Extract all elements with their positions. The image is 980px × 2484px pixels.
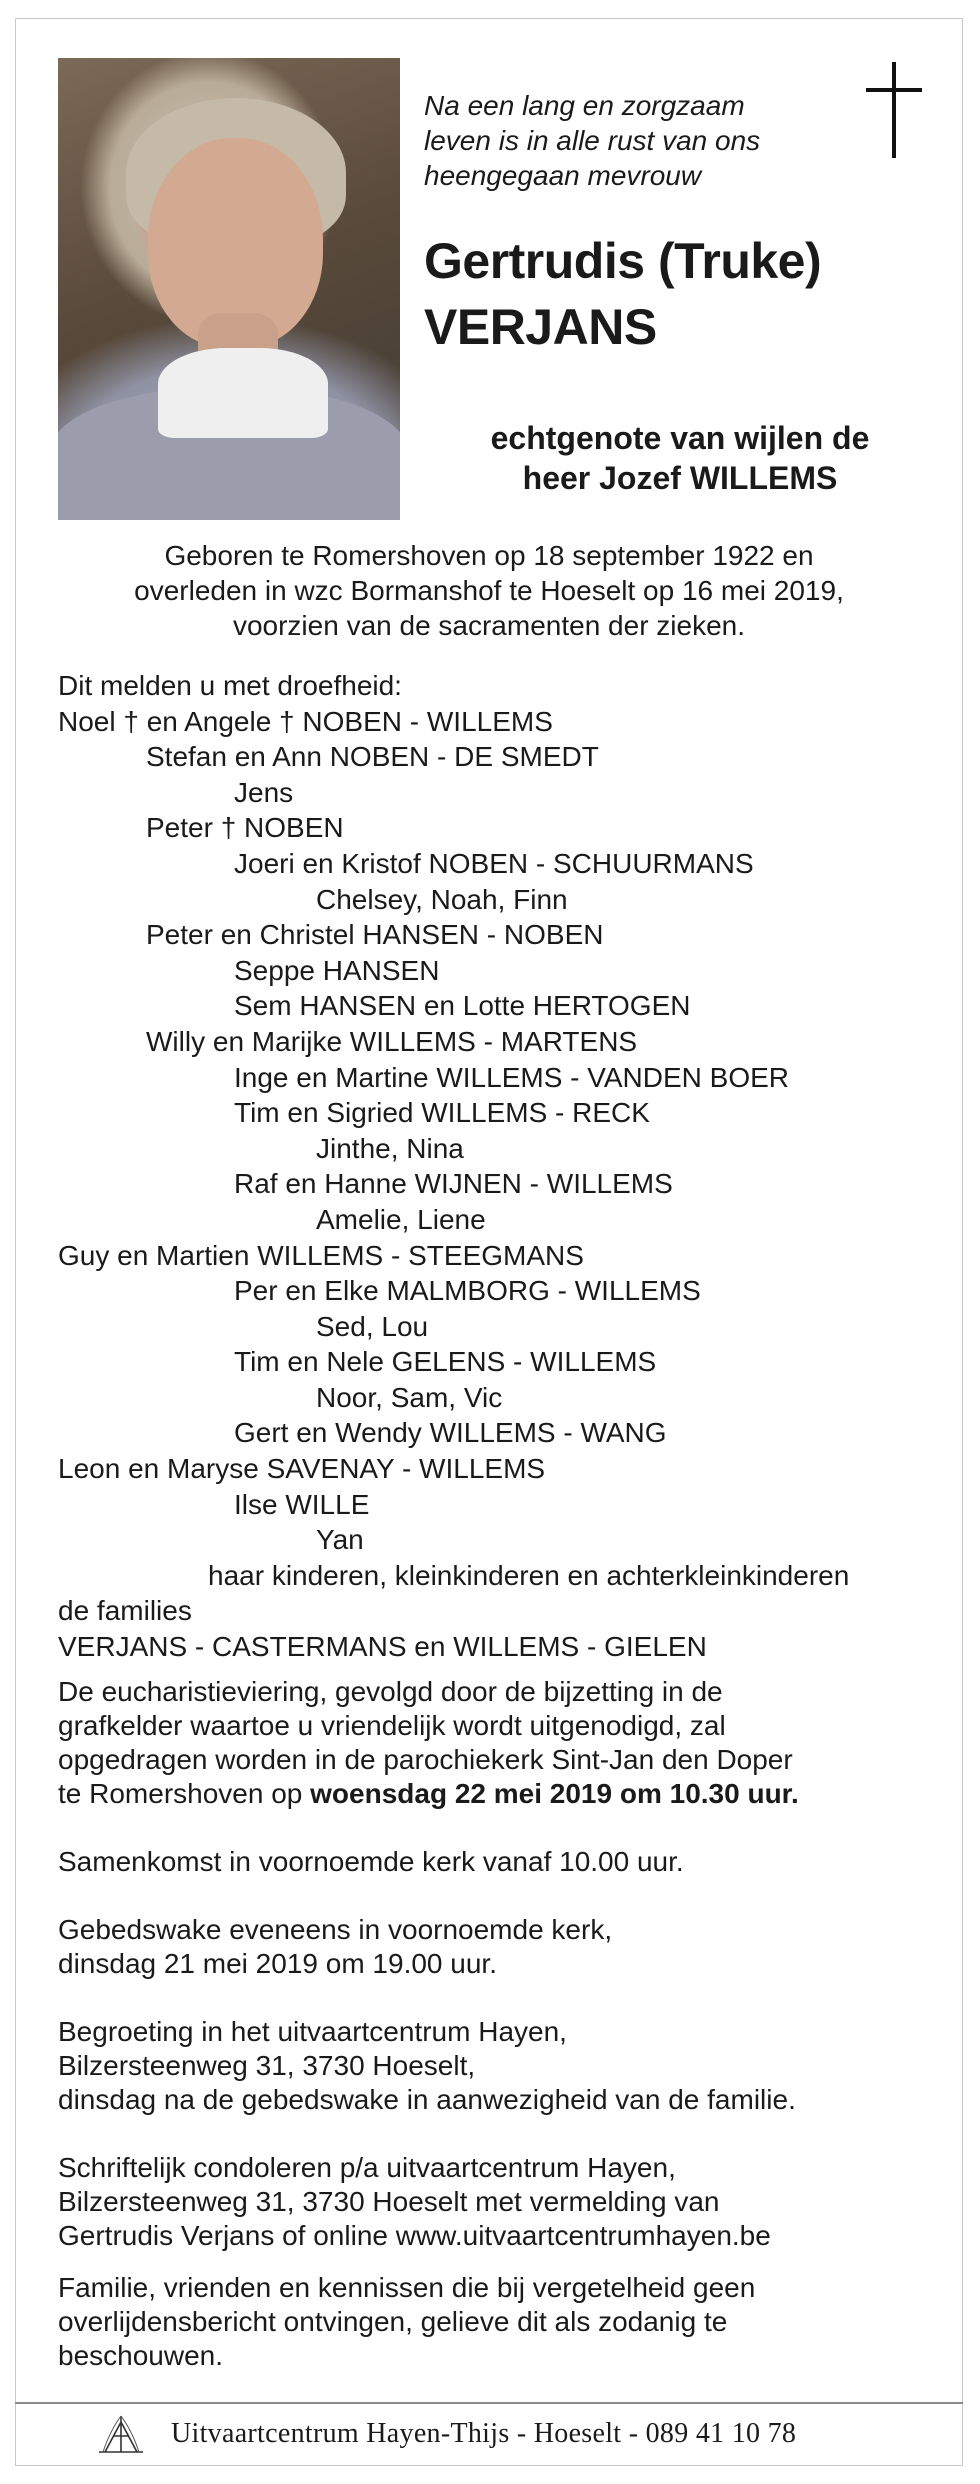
notice-line: Familie, vrienden en kennissen die bij vergetelheid geen <box>58 2272 756 2303</box>
family-row: Seppe HANSEN <box>234 954 440 986</box>
mass-line: De eucharistieviering, gevolgd door de bijzetting in de <box>58 1676 723 1707</box>
born-line: overleden in wzc Bormanshof te Hoeselt op 16 mei 2019, <box>134 575 844 606</box>
intro-line: leven is in alle rust van ons <box>424 125 761 156</box>
family-row: Stefan en Ann NOBEN - DE SMEDT <box>146 741 599 773</box>
family-row: Tim en Sigried WILLEMS - RECK <box>234 1097 650 1129</box>
family-row: Jens <box>234 776 294 808</box>
spouse-text <box>430 418 930 498</box>
spouse-line: heer Jozef WILLEMS <box>522 460 838 496</box>
wake-line: Gebedswake eveneens in voornoemde kerk, <box>58 1914 613 1945</box>
family-row: Yan <box>316 1524 364 1556</box>
family-row: de families <box>58 1595 192 1627</box>
notice-line: overlijdensbericht ontvingen, gelieve dit als zodanig te <box>58 2306 728 2337</box>
footer-divider <box>15 2402 963 2404</box>
intro-line: Na een lang en zorgzaam <box>424 90 745 121</box>
portrait-photo <box>58 58 400 520</box>
family-row: Noel † en Angele † NOBEN - WILLEMS <box>58 705 553 737</box>
family-row: VERJANS - CASTERMANS en WILLEMS - GIELEN <box>58 1631 707 1663</box>
wake-line: dinsdag 21 mei 2019 om 19.00 uur. <box>58 1948 497 1979</box>
born-line: voorzien van de sacramenten der zieken. <box>232 610 746 641</box>
family-row: Jinthe, Nina <box>316 1132 464 1164</box>
family-row: Guy en Martien WILLEMS - STEEGMANS <box>58 1239 584 1271</box>
mass-line: opgedragen worden in de parochiekerk Sint-Jan den Doper <box>58 1744 793 1775</box>
deceased-name <box>424 228 944 360</box>
family-row: Leon en Maryse SAVENAY - WILLEMS <box>58 1453 546 1485</box>
gathering-line: Samenkomst in voornoemde kerk vanaf 10.00 uur. <box>58 1846 684 1877</box>
service-details <box>58 1675 938 2373</box>
birth-death-text <box>58 538 920 643</box>
family-row: Amelie, Liene <box>316 1203 486 1235</box>
born-line: Geboren te Romershoven op 18 september 1922 en <box>164 540 814 571</box>
condolence-line: Bilzersteenweg 31, 3730 Hoeselt met vermelding van <box>58 2186 720 2217</box>
family-row: Joeri en Kristof NOBEN - SCHUURMANS <box>234 847 754 879</box>
funeral-home-logo-icon <box>95 2412 147 2456</box>
intro-text <box>424 88 844 193</box>
family-row: Inge en Martine WILLEMS - VANDEN BOER <box>234 1061 789 1093</box>
family-row: Ilse WILLE <box>234 1488 370 1520</box>
greeting-line: Begroeting in het uitvaartcentrum Hayen, <box>58 2016 567 2047</box>
greeting-line: Bilzersteenweg 31, 3730 Hoeselt, <box>58 2050 476 2081</box>
family-row: Gert en Wendy WILLEMS - WANG <box>234 1417 667 1449</box>
condolence-line: Gertrudis Verjans of online www.uitvaartcentrumhayen.be <box>58 2220 771 2251</box>
photo-collar <box>158 348 328 438</box>
family-row: Sem HANSEN en Lotte HERTOGEN <box>234 990 691 1022</box>
footer <box>95 2412 955 2456</box>
family-list <box>58 668 938 1665</box>
family-row: Raf en Hanne WIJNEN - WILLEMS <box>234 1168 673 1200</box>
spouse-line: echtgenote van wijlen de <box>490 420 870 456</box>
intro-line: heengegaan mevrouw <box>424 160 702 191</box>
mass-line: grafkelder waartoe u vriendelijk wordt uitgenodigd, zal <box>58 1710 726 1741</box>
family-row: Noor, Sam, Vic <box>316 1381 503 1413</box>
family-row: Tim en Nele GELENS - WILLEMS <box>234 1346 657 1378</box>
notice-line: beschouwen. <box>58 2340 224 2371</box>
mass-date-line <box>58 1777 938 1811</box>
latin-cross-icon <box>866 62 922 158</box>
family-row: haar kinderen, kleinkinderen en achterkleinkinderen <box>208 1559 850 1591</box>
family-row: Sed, Lou <box>316 1310 429 1342</box>
family-row: Chelsey, Noah, Finn <box>316 883 568 915</box>
mass-date-prefix: te Romershoven op <box>58 1778 311 1809</box>
family-row: Peter † NOBEN <box>146 812 344 844</box>
family-row: Willy en Marijke WILLEMS - MARTENS <box>146 1025 638 1057</box>
family-row: Per en Elke MALMBORG - WILLEMS <box>234 1275 701 1307</box>
surname-line: VERJANS <box>424 299 657 355</box>
family-row: Dit melden u met droefheid: <box>58 670 402 701</box>
greeting-line: dinsdag na de gebedswake in aanwezigheid van de familie. <box>58 2084 796 2115</box>
mass-date-bold: woensdag 22 mei 2019 om 10.30 uur. <box>310 1778 799 1809</box>
condolence-line: Schriftelijk condoleren p/a uitvaartcentrum Hayen, <box>58 2152 676 2183</box>
family-row: Peter en Christel HANSEN - NOBEN <box>146 919 604 951</box>
footer-text: Uitvaartcentrum Hayen-Thijs - Hoeselt - 089 41 10 78 <box>171 2418 797 2449</box>
name-line: Gertrudis (Truke) <box>424 233 822 289</box>
